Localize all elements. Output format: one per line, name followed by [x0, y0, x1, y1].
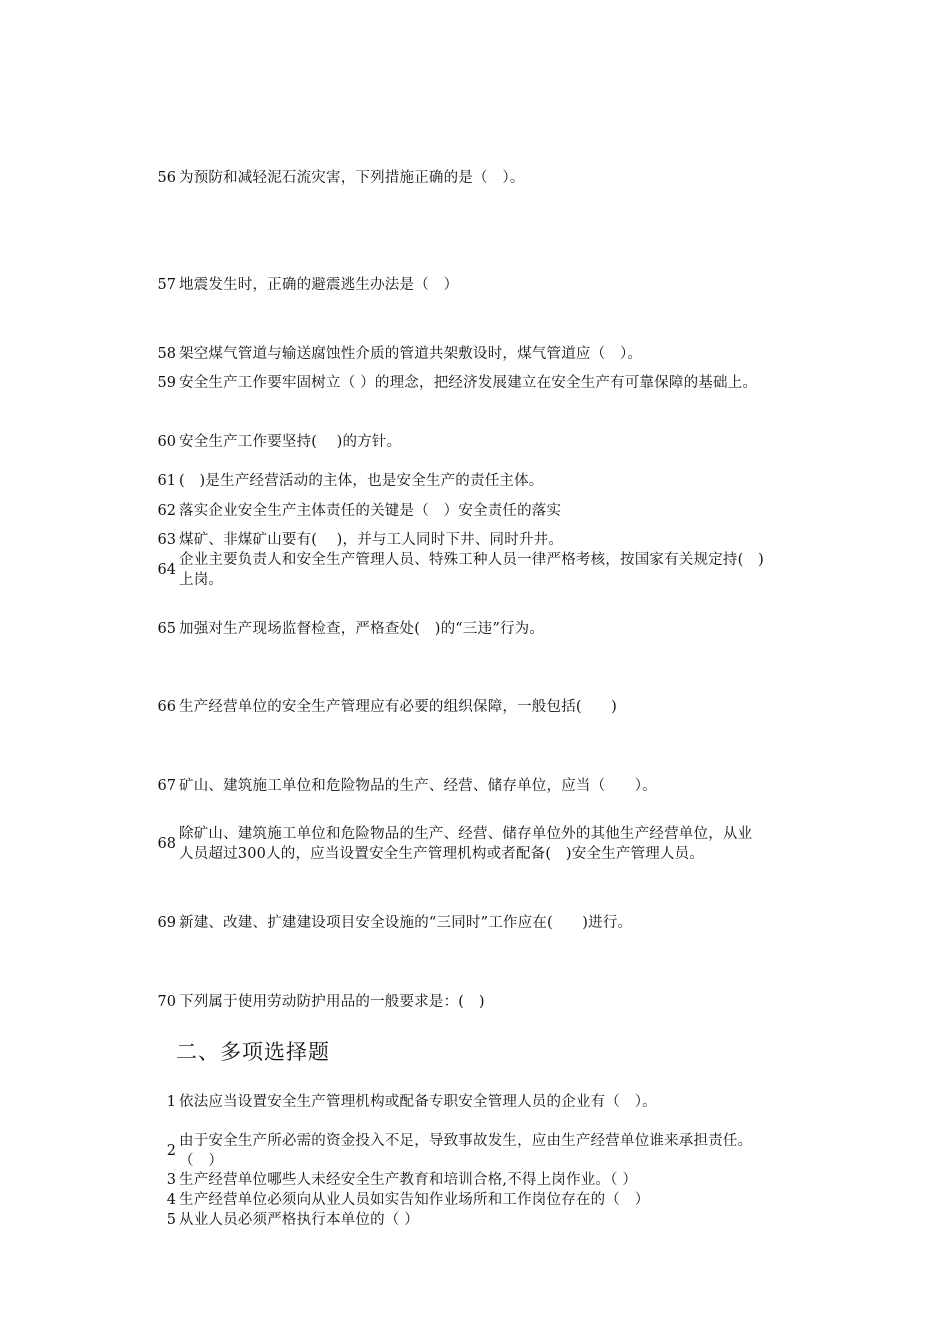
- question-text: 生产经营单位的安全生产管理应有必要的组织保障，一般包括( ): [179, 699, 618, 715]
- question-65: [154, 619, 764, 639]
- question-70: [154, 992, 764, 1012]
- question-text: ( )是生产经营活动的主体，也是安全生产的责任主体。: [179, 473, 544, 489]
- question-58: [154, 344, 764, 364]
- question-number: 5: [166, 1212, 176, 1228]
- question-text: 生产经营单位必须向从业人员如实告知作业场所和工作岗位存在的（ ）: [179, 1192, 650, 1208]
- question-number: 59: [157, 375, 176, 391]
- section-heading: 二、多项选择题: [176, 1040, 330, 1064]
- question-56: [154, 168, 764, 188]
- question-text: 架空煤气管道与输送腐蚀性介质的管道共架敷设时，煤气管道应（ ）。: [179, 346, 643, 362]
- question-number: 68: [157, 836, 176, 852]
- question-number: 70: [157, 994, 176, 1010]
- question-68: [154, 824, 764, 864]
- question-text: 地震发生时，正确的避震逃生办法是（ ）: [179, 277, 459, 293]
- question-69: [154, 913, 764, 933]
- question-text: 安全生产工作要牢固树立（ ）的理念，把经济发展建立在安全生产有可靠保障的基础上。: [179, 375, 758, 391]
- multi-question-4: [154, 1190, 764, 1210]
- question-number: 67: [157, 778, 176, 794]
- question-number: 56: [157, 170, 176, 186]
- question-62: [154, 501, 764, 521]
- question-number: 57: [157, 277, 176, 293]
- question-number: 62: [157, 503, 176, 519]
- question-number: 58: [157, 346, 176, 362]
- question-number: 3: [166, 1172, 176, 1188]
- question-number: 64: [157, 562, 176, 578]
- question-number: 2: [166, 1143, 176, 1159]
- multi-question-2: [154, 1131, 764, 1171]
- question-number: 69: [157, 915, 176, 931]
- question-61: [154, 471, 764, 491]
- question-text: 落实企业安全生产主体责任的关键是（ ）安全责任的落实: [179, 503, 562, 519]
- question-text: 除矿山、建筑施工单位和危险物品的生产、经营、储存单位外的其他生产经营单位，从业人员超过300人的，应当设置安全生产管理机构或者配备( )安全生产管理人员。: [179, 826, 753, 862]
- question-number: 60: [157, 434, 176, 450]
- multi-question-1: [154, 1092, 764, 1112]
- question-number: 66: [157, 699, 176, 715]
- question-text: 从业人员必须严格执行本单位的（ ）: [179, 1212, 420, 1228]
- question-text: 矿山、建筑施工单位和危险物品的生产、经营、储存单位，应当（ ）。: [179, 778, 657, 794]
- question-text: 由于安全生产所必需的资金投入不足，导致事故发生，应由生产经营单位谁来承担责任。（ ）: [179, 1133, 753, 1169]
- question-text: 为预防和减轻泥石流灾害，下列措施正确的是（ ）。: [179, 170, 525, 186]
- multi-question-3: [154, 1170, 764, 1190]
- question-text: 加强对生产现场监督检查，严格查处( )的“三违”行为。: [179, 621, 545, 637]
- question-text: 依法应当设置安全生产管理机构或配备专职安全管理人员的企业有（ ）。: [179, 1094, 657, 1110]
- question-number: 63: [157, 532, 176, 548]
- question-text: 企业主要负责人和安全生产管理人员、特殊工种人员一律严格考核，按国家有关规定持( )上岗。: [179, 552, 765, 588]
- question-number: 65: [157, 621, 176, 637]
- multi-question-5: [154, 1210, 764, 1230]
- question-number: 1: [166, 1094, 176, 1110]
- question-text: 生产经营单位哪些人未经安全生产教育和培训合格,不得上岗作业。（ ）: [179, 1172, 638, 1188]
- question-64: [154, 550, 764, 590]
- question-66: [154, 697, 764, 717]
- question-text: 煤矿、非煤矿山要有( )，并与工人同时下井、同时升井。: [179, 532, 564, 548]
- question-number: 61: [157, 473, 176, 489]
- question-60: [154, 432, 764, 452]
- question-63: [154, 530, 764, 550]
- question-57: [154, 275, 764, 295]
- question-59: [154, 373, 764, 393]
- question-text: 下列属于使用劳动防护用品的一般要求是：( ): [179, 994, 485, 1010]
- question-text: 新建、改建、扩建建设项目安全设施的“三同时”工作应在( )进行。: [179, 915, 633, 931]
- question-text: 安全生产工作要坚持( )的方针。: [179, 434, 402, 450]
- question-number: 4: [166, 1192, 176, 1208]
- question-67: [154, 776, 764, 796]
